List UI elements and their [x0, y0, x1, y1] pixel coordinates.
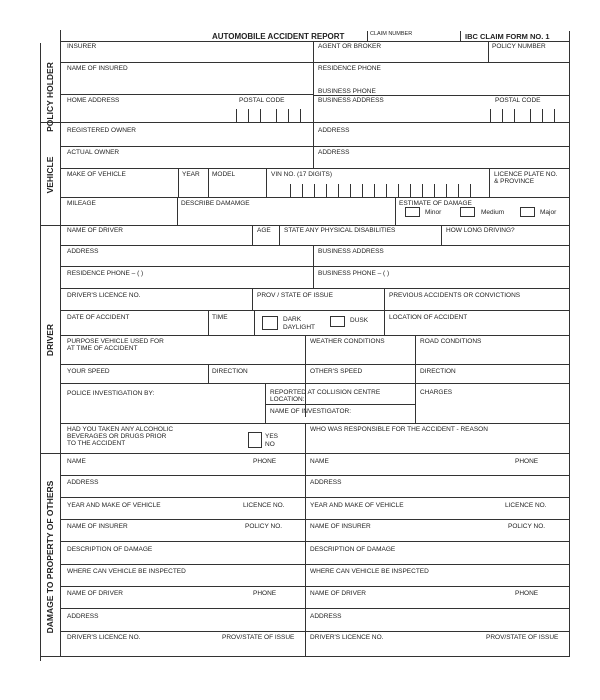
residence-phone-label: RESIDENCE PHONE — [318, 65, 381, 72]
dr-insurer-label: NAME OF INSURER — [310, 523, 371, 530]
driver-business-phone-label: BUSINESS PHONE – ( ) — [318, 270, 390, 277]
dl-driver-phone-label: PHONE — [253, 590, 277, 597]
age-label: AGE — [257, 227, 271, 234]
dr-year-make-label: YEAR AND MAKE OF VEHICLE — [310, 502, 404, 509]
dl-inspected-label: WHERE CAN VEHICLE BE INSPECTED — [67, 568, 186, 575]
dl-driver-address-label: ADDRESS — [67, 613, 99, 620]
ph-divider-2 — [488, 41, 489, 62]
form-right-border — [569, 31, 570, 656]
alcohol-label: HAD YOU TAKEN ANY ALCOHOLIC — [67, 426, 174, 433]
dr-address-label: ADDRESS — [310, 479, 342, 486]
year-label: YEAR — [182, 171, 200, 178]
dark-daylight-checkbox[interactable] — [262, 316, 278, 330]
alcohol-checkbox[interactable] — [248, 432, 262, 448]
section-rule-1 — [40, 122, 570, 123]
dr-licence-label: LICENCE NO. — [505, 502, 547, 509]
header-rule — [60, 41, 570, 42]
veh-divider — [313, 122, 314, 168]
actual-owner-label: ACTUAL OWNER — [67, 149, 120, 156]
section-strip-border — [40, 43, 41, 661]
previous-accidents-label: PREVIOUS ACCIDENTS OR CONVICTIONS — [389, 292, 521, 299]
reported-location-label: LOCATION: — [270, 396, 305, 403]
damage-divider — [305, 453, 306, 657]
mileage-label: MILEAGE — [67, 200, 96, 207]
how-long-label: HOW LONG DRIVING? — [446, 227, 515, 234]
alcohol-label-2: BEVERAGES OR DRUGS PRIOR — [67, 433, 167, 440]
registered-owner-label: REGISTERED OWNER — [67, 127, 136, 134]
policy-number-label: POLICY NUMBER — [492, 43, 546, 50]
plate-label: LICENCE PLATE NO. — [494, 171, 558, 178]
section-vehicle: VEHICLE — [45, 156, 55, 194]
dark-label: DARK — [283, 316, 302, 323]
home-address-label: HOME ADDRESS — [67, 97, 120, 104]
veh-rule-2 — [60, 168, 570, 169]
plate-province-label: & PROVINCE — [494, 178, 535, 185]
major-checkbox[interactable] — [520, 207, 535, 217]
ph-divider — [313, 41, 314, 122]
estimate-label: ESTIMATE OF DAMAGE — [399, 200, 472, 207]
dl-driver-licence-label: DRIVER'S LICENCE NO. — [67, 634, 141, 641]
form-id: IBC CLAIM FORM NO. 1 — [465, 32, 550, 41]
header-divider-2 — [460, 31, 461, 41]
postal-code-label-1: POSTAL CODE — [239, 97, 285, 104]
section-policy-holder: POLICY HOLDER — [45, 62, 55, 132]
veh-rule-1 — [60, 146, 570, 147]
ph-rule-2 — [60, 94, 313, 95]
dl-name-label: NAME — [67, 458, 86, 465]
major-label: Major — [540, 209, 557, 216]
dr-driver-address-label: ADDRESS — [310, 613, 342, 620]
time-label: TIME — [212, 314, 228, 321]
dr-driver-phone-label: PHONE — [515, 590, 539, 597]
dl-address-label: ADDRESS — [67, 479, 99, 486]
disabilities-label: STATE ANY PHYSICAL DISABILITIES — [284, 227, 396, 234]
alcohol-label-3: TO THE ACCIDENT — [67, 440, 126, 447]
dl-policy-label: POLICY NO. — [245, 523, 283, 530]
form-title: AUTOMOBILE ACCIDENT REPORT — [212, 32, 345, 41]
your-speed-label: YOUR SPEED — [67, 368, 110, 375]
vin-label: VIN NO. (17 DIGITS) — [271, 171, 333, 178]
dl-prov-label: PROV/STATE OF ISSUE — [222, 634, 295, 641]
name-of-insured-label: NAME OF INSURED — [67, 65, 128, 72]
dl-insurer-label: NAME OF INSURER — [67, 523, 128, 530]
business-phone-label: BUSINESS PHONE — [318, 88, 376, 95]
reported-label: REPORTED AT COLLISION CENTRE — [270, 389, 381, 396]
dl-phone-label: PHONE — [253, 458, 277, 465]
licence-no-label: DRIVER'S LICENCE NO. — [67, 292, 141, 299]
dr-inspected-label: WHERE CAN VEHICLE BE INSPECTED — [310, 568, 429, 575]
weather-label: WEATHER CONDITIONS — [310, 338, 385, 345]
medium-label: Medium — [481, 209, 505, 216]
minor-checkbox[interactable] — [405, 207, 420, 217]
daylight-label: DAYLIGHT — [283, 324, 316, 331]
location-label: LOCATION OF ACCIDENT — [389, 314, 468, 321]
road-label: ROAD CONDITIONS — [420, 338, 482, 345]
dl-driver-label: NAME OF DRIVER — [67, 590, 123, 597]
section-rule-2 — [40, 225, 570, 226]
driver-business-address-label: BUSINESS ADDRESS — [318, 248, 384, 255]
minor-label: Minor — [425, 209, 442, 216]
direction-label-1: DIRECTION — [212, 368, 248, 375]
dr-phone-label: PHONE — [515, 458, 539, 465]
purpose-label: PURPOSE VEHICLE USED FOR — [67, 338, 164, 345]
dl-licence-label: LICENCE NO. — [243, 502, 285, 509]
dl-description-label: DESCRIPTION OF DAMAGE — [67, 546, 153, 553]
agent-label: AGENT OR BROKER — [318, 43, 382, 50]
driver-residence-phone-label: RESIDENCE PHONE – ( ) — [67, 270, 144, 277]
business-address-label: BUSINESS ADDRESS — [318, 97, 384, 104]
dr-prov-label: PROV/STATE OF ISSUE — [486, 634, 559, 641]
section-driver: DRIVER — [45, 323, 55, 357]
driver-name-label: NAME OF DRIVER — [67, 227, 123, 234]
medium-checkbox[interactable] — [460, 207, 475, 217]
owner-address-label: ADDRESS — [318, 127, 350, 134]
postal-code-label-2: POSTAL CODE — [495, 97, 541, 104]
yes-label: YES — [265, 433, 279, 440]
purpose-label-2: AT TIME OF ACCIDENT — [67, 345, 138, 352]
dr-policy-label: POLICY NO. — [508, 523, 546, 530]
dr-name-label: NAME — [310, 458, 329, 465]
dr-description-label: DESCRIPTION OF DAMAGE — [310, 546, 396, 553]
dr-driver-licence-label: DRIVER'S LICENCE NO. — [310, 634, 384, 641]
section-damage: DAMAGE TO PROPERTY OF OTHERS — [45, 480, 55, 634]
dl-year-make-label: YEAR AND MAKE OF VEHICLE — [67, 502, 161, 509]
investigator-label: NAME OF INVESTIGATOR: — [270, 408, 352, 415]
dusk-label: DUSK — [350, 317, 369, 324]
actual-owner-address-label: ADDRESS — [318, 149, 350, 156]
charges-label: CHARGES — [420, 389, 453, 396]
driver-address-label: ADDRESS — [67, 248, 99, 255]
form-left-border — [60, 30, 61, 656]
no-label: NO — [265, 441, 275, 448]
make-label: MAKE OF VEHICLE — [67, 171, 126, 178]
direction-label-2: DIRECTION — [420, 368, 456, 375]
ph-rule-1 — [60, 62, 570, 63]
claim-number-label: CLAIM NUMBER — [370, 31, 413, 37]
date-label: DATE OF ACCIDENT — [67, 314, 130, 321]
header-divider — [367, 31, 368, 41]
veh-rule-3 — [60, 197, 570, 198]
prov-state-label: PROV / STATE OF ISSUE — [257, 292, 333, 299]
police-label: POLICE INVESTIGATION BY: — [67, 390, 155, 397]
dr-driver-label: NAME OF DRIVER — [310, 590, 366, 597]
form-bottom-rule — [40, 656, 570, 657]
others-speed-label: OTHER'S SPEED — [310, 368, 363, 375]
ph-rule-2b — [313, 95, 570, 96]
insurer-label: INSURER — [67, 43, 97, 50]
responsible-label: WHO WAS RESPONSIBLE FOR THE ACCIDENT - REASON — [310, 426, 488, 433]
dusk-checkbox[interactable] — [330, 316, 345, 327]
describe-damage-label: DESCRIBE DAMAMGE — [181, 200, 250, 207]
model-label: MODEL — [212, 171, 236, 178]
